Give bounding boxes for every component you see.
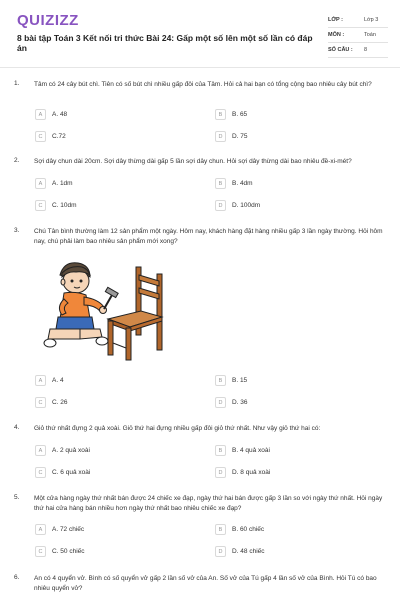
question-number: 3. xyxy=(14,227,20,234)
question-number: 5. xyxy=(14,494,20,501)
option-letter-box: A xyxy=(35,524,46,535)
option-label: D. 75 xyxy=(232,133,248,140)
option-letter-box: A xyxy=(35,445,46,456)
meta-value: 8 xyxy=(364,47,368,53)
question-number: 2. xyxy=(14,157,20,164)
option-label: B. 4 quả xoài xyxy=(232,447,270,454)
option-letter-box: A xyxy=(35,109,46,120)
option-letter-box: A xyxy=(35,178,46,189)
option-letter-box: B xyxy=(215,178,226,189)
option-label: C. 26 xyxy=(52,399,68,406)
option-letter-box: C xyxy=(35,131,46,142)
quizizz-logo[interactable]: QUIZIZZ xyxy=(17,12,79,29)
option-label: C.72 xyxy=(52,133,66,140)
question-text: Một cửa hàng ngày thứ nhất bán được 24 chiếc xe đạp, ngày thứ hai bán được gấp 3 lần so với ngày thứ nhất. Hỏi ngày thứ hai cửa hàng bán nhiều hơn ngày thứ nhất bao nhiêu chiếc xe đạp? xyxy=(34,495,383,512)
option-label: D. 48 chiếc xyxy=(232,548,265,555)
option-letter-box: D xyxy=(215,467,226,478)
option-letter-box: C xyxy=(35,467,46,478)
boy-hammering-chair-illustration xyxy=(40,257,170,362)
option-label: B. 4dm xyxy=(232,180,253,187)
question-text: An có 4 quyển vở. Bình có số quyển vở gấp 2 lần số vở của An. Số vở của Tú gấp 4 lần số vở của Bình. Hỏi Tú có bao nhiêu quyển vở? xyxy=(34,575,377,592)
option-label: D. 36 xyxy=(232,399,248,406)
option-letter-box: D xyxy=(215,546,226,557)
option-label: A. 1dm xyxy=(52,180,73,187)
worksheet-title: 8 bài tập Toán 3 Kết nối tri thức Bài 24: Gấp một số lên một số lần có đáp án xyxy=(17,33,313,53)
question-number: 6. xyxy=(14,574,20,581)
option-letter-box: D xyxy=(215,397,226,408)
option-label: C. 10dm xyxy=(52,202,77,209)
meta-value: Toán xyxy=(364,32,376,38)
option-label: C. 50 chiếc xyxy=(52,548,85,555)
option-letter-box: C xyxy=(35,397,46,408)
meta-row-subject xyxy=(328,28,388,43)
question-text: Tâm có 24 cây bút chì. Tiên có số bút chì nhiều gấp đôi của Tâm. Hỏi cả hai bạn có tổng cộng bao nhiêu cây bút chì? xyxy=(34,81,372,88)
option-label: B. 15 xyxy=(232,377,248,384)
option-letter-box: B xyxy=(215,375,226,386)
meta-value: Lớp 3 xyxy=(364,17,379,23)
option-label: A. 2 quả xoài xyxy=(52,447,90,454)
meta-label: LỚP : xyxy=(328,17,343,23)
question-text: Chú Tân bình thường làm 12 sản phẩm một ngày. Hôm nay, khách hàng đặt hàng nhiều gấp 3 lần ngày thường. Hỏi hôm nay, chú phải làm bao nhiêu sản phẩm mới xong? xyxy=(34,228,383,245)
option-label: B. 60 chiếc xyxy=(232,526,265,533)
option-label: A. 48 xyxy=(52,111,68,118)
chair-drawing xyxy=(108,267,162,360)
option-label: C. 6 quả xoài xyxy=(52,469,91,476)
question-number: 1. xyxy=(14,80,20,87)
question-text: Giỏ thứ nhất đựng 2 quả xoài. Giỏ thứ hai đựng nhiều gấp đôi giỏ thứ nhất. Như vậy giỏ thứ hai có: xyxy=(34,425,321,432)
meta-label: SỐ CÂU : xyxy=(328,47,353,53)
option-letter-box: A xyxy=(35,375,46,386)
option-label: D. 8 quả xoài xyxy=(232,469,271,476)
question-text: Sợi dây chun dài 20cm. Sợi dây thừng dài gấp 5 lần sợi dây chun. Hỏi sợi dây thừng dài bao nhiêu đề-xi-mét? xyxy=(34,158,352,165)
option-letter-box: D xyxy=(215,200,226,211)
option-letter-box: B xyxy=(215,445,226,456)
meta-row-count xyxy=(328,43,388,58)
option-letter-box: C xyxy=(35,546,46,557)
option-letter-box: B xyxy=(215,524,226,535)
boy-drawing xyxy=(44,263,118,347)
option-label: A. 4 xyxy=(52,377,64,384)
option-letter-box: C xyxy=(35,200,46,211)
worksheet-header xyxy=(0,0,400,68)
option-label: A. 72 chiếc xyxy=(52,526,85,533)
option-letter-box: D xyxy=(215,131,226,142)
meta-row-grade xyxy=(328,13,388,28)
meta-label: MÔN : xyxy=(328,32,345,38)
question-number: 4. xyxy=(14,424,20,431)
worksheet-meta xyxy=(328,13,388,58)
option-letter-box: B xyxy=(215,109,226,120)
option-label: D. 100dm xyxy=(232,202,261,209)
option-label: B. 65 xyxy=(232,111,248,118)
